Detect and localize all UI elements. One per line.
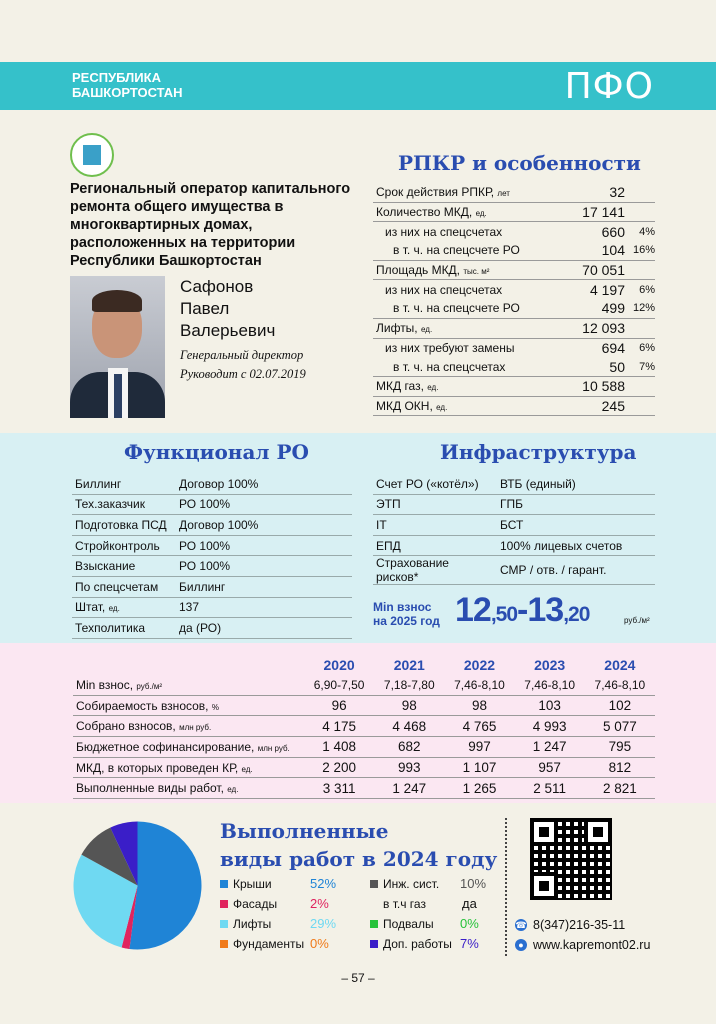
yearly-value: 3 311 <box>304 778 374 799</box>
functional-unit: ед. <box>108 604 120 614</box>
rpkr-label-cell <box>373 396 568 416</box>
legend-swatch <box>370 920 378 928</box>
functional-row <box>72 576 352 597</box>
min-b-dec: ,20 <box>563 603 590 626</box>
yearly-value: 1 247 <box>515 737 585 758</box>
rpkr-row <box>373 260 655 280</box>
rpkr-label-cell <box>373 183 568 202</box>
infra-row <box>373 556 655 585</box>
rpkr-row <box>373 357 655 376</box>
pie-slice-крыши <box>129 822 201 950</box>
rpkr-value: 4 197 <box>589 281 625 298</box>
rpkr-value: 499 <box>568 299 625 318</box>
functional-key-cell <box>72 515 176 536</box>
yearly-value: 7,18-7,80 <box>374 675 444 695</box>
yearly-label: Бюджетное софинансирование, <box>76 739 255 754</box>
legend-item <box>370 914 434 934</box>
yearly-unit: млн руб. <box>179 723 212 733</box>
functional-row <box>72 618 352 639</box>
rpkr-row <box>373 376 655 396</box>
yearly-value: 957 <box>515 757 585 778</box>
min-a: 12 <box>455 591 491 629</box>
legend-swatch <box>220 900 228 908</box>
yearly-value: 4 468 <box>374 716 444 737</box>
rpkr-label: МКД ОКН, <box>376 398 433 413</box>
works-title-line1: Выполненные <box>220 819 389 843</box>
rpkr-label-cell <box>373 338 568 357</box>
yearly-row <box>73 778 655 799</box>
yearly-label: Собираемость взносов, <box>76 698 209 713</box>
rpkr-row <box>373 202 655 222</box>
yearly-label: Выполненные виды работ, <box>76 781 224 796</box>
rpkr-value: 245 <box>568 396 625 416</box>
functional-value: Биллинг <box>176 576 352 597</box>
rpkr-value: 12 093 <box>568 318 625 338</box>
functional-key: Подготовка ПСД <box>75 517 167 532</box>
functional-key-cell <box>72 556 176 577</box>
rpkr-row <box>373 318 655 338</box>
legend-label: Фасады <box>233 897 278 911</box>
infra-key: Счет РО («котёл») <box>373 474 497 494</box>
yearly-value: 6,90-7,50 <box>304 675 374 695</box>
functional-key-cell <box>72 618 176 639</box>
functional-value: Договор 100% <box>176 474 352 494</box>
infra-title: Инфраструктура <box>440 440 637 464</box>
yearly-value: 98 <box>444 695 514 716</box>
rpkr-pct <box>625 318 655 338</box>
functional-row <box>72 535 352 556</box>
rpkr-pct <box>625 376 655 396</box>
min-contribution-unit: руб./м² <box>624 616 650 625</box>
rpkr-row <box>373 183 655 202</box>
functional-key: По спецсчетам <box>75 579 159 594</box>
rpkr-row <box>373 396 655 416</box>
yearly-label: Min взнос, <box>76 677 134 692</box>
rpkr-value: 50 <box>568 357 625 376</box>
legend-swatch <box>220 880 228 888</box>
org-name: Региональный оператор капитального ремонта общего имущества в многоквартирных домах, расположенных на территории Республики Башкортостан <box>70 181 351 269</box>
rpkr-row <box>373 338 655 357</box>
yearly-row <box>73 716 655 737</box>
legend-item <box>220 894 277 914</box>
functional-key: Взыскание <box>75 559 136 574</box>
rpkr-pct <box>625 396 655 416</box>
yearly-value: 4 993 <box>515 716 585 737</box>
yearly-value: 795 <box>585 737 655 758</box>
district-label: ПФО <box>564 66 654 107</box>
rpkr-label: в т. ч. на спецсчете РО <box>393 301 520 316</box>
yearly-table <box>73 655 655 799</box>
yearly-value: 4 175 <box>304 716 374 737</box>
rpkr-label: из них на спецсчетах <box>385 282 503 297</box>
rpkr-label: МКД газ, <box>376 379 424 394</box>
functional-value: Договор 100% <box>176 515 352 536</box>
functional-key-cell <box>72 474 176 494</box>
infra-key: Страхование рисков* <box>373 556 497 585</box>
legend-label: Крыши <box>233 877 272 891</box>
phone-icon: ☎ <box>515 920 527 930</box>
yearly-label-cell <box>73 675 304 695</box>
legend-item <box>370 934 452 954</box>
phone-text: 8(347)216-35-11 <box>533 918 626 932</box>
yearly-value: 2 511 <box>515 778 585 799</box>
works-title <box>220 817 497 873</box>
rpkr-pct: 4% <box>639 225 655 238</box>
phone-contact[interactable] <box>515 918 625 932</box>
yearly-value: 1 107 <box>444 757 514 778</box>
rpkr-row <box>373 222 655 241</box>
yearly-label-cell <box>73 757 304 778</box>
yearly-unit: ед. <box>227 785 239 795</box>
rpkr-label-cell <box>373 280 568 299</box>
infra-row <box>373 535 655 556</box>
page-number: – 57 – <box>341 971 375 985</box>
works-pie-chart <box>70 818 205 953</box>
yearly-value: 2 821 <box>585 778 655 799</box>
head-details <box>180 346 306 384</box>
rpkr-label-cell <box>373 202 568 222</box>
infra-row <box>373 494 655 515</box>
rpkr-label: Лифты, <box>376 321 418 336</box>
functional-key-cell <box>72 494 176 515</box>
years-corner <box>73 655 304 675</box>
yearly-value: 1 408 <box>304 737 374 758</box>
rpkr-value: 70 051 <box>568 260 625 280</box>
rpkr-unit: ед. <box>421 325 433 335</box>
rpkr-unit: ед. <box>436 402 448 412</box>
rpkr-value: 660 <box>601 223 625 240</box>
yearly-value: 103 <box>515 695 585 716</box>
functional-key: Техполитика <box>75 620 146 635</box>
yearly-row <box>73 675 655 695</box>
infra-row <box>373 474 655 494</box>
yearly-unit: % <box>211 702 219 712</box>
rpkr-pct: 6% <box>639 283 655 296</box>
rpkr-label-cell <box>373 376 568 396</box>
legend-pct: 0% <box>310 936 329 951</box>
infra-value: БСТ <box>497 515 655 536</box>
yearly-value: 98 <box>374 695 444 716</box>
functional-table <box>72 474 352 639</box>
rpkr-row <box>373 299 655 318</box>
year-header: 2022 <box>463 657 496 673</box>
functional-key-cell <box>72 597 176 618</box>
legend-pct: 0% <box>460 916 479 931</box>
rpkr-label-cell <box>373 222 568 241</box>
rpkr-value: 694 <box>601 339 625 356</box>
legend-item <box>220 914 271 934</box>
functional-key: Штат, <box>75 600 106 615</box>
rpkr-label: Количество МКД, <box>376 205 473 220</box>
functional-value: РО 100% <box>176 556 352 577</box>
functional-key: Биллинг <box>75 476 122 491</box>
legend-label: Подвалы <box>383 917 434 931</box>
website-contact[interactable] <box>515 938 650 952</box>
year-header: 2021 <box>393 657 425 673</box>
legend-item <box>220 874 272 894</box>
legend-pct: 29% <box>310 916 337 931</box>
legend-swatch <box>220 920 228 928</box>
functional-row <box>72 515 352 536</box>
rpkr-value: 32 <box>568 183 625 202</box>
rpkr-unit: ед. <box>427 383 439 393</box>
yearly-value: 1 247 <box>374 778 444 799</box>
infra-value: ГПБ <box>497 494 655 515</box>
yearly-label-cell <box>73 695 304 716</box>
yearly-unit: руб./м² <box>136 681 163 691</box>
rpkr-unit: тыс. м² <box>463 267 490 277</box>
functional-value: РО 100% <box>176 535 352 556</box>
functional-key: Тех.заказчик <box>75 497 145 512</box>
yearly-value: 993 <box>374 757 444 778</box>
legend-pct: 7% <box>460 936 479 951</box>
legend-swatch <box>370 880 378 888</box>
yearly-label-cell <box>73 778 304 799</box>
functional-row <box>72 474 352 494</box>
infra-value: СМР / отв. / гарант. <box>497 556 655 585</box>
yearly-label-cell <box>73 716 304 737</box>
rpkr-label: из них требуют замены <box>385 340 515 355</box>
rpkr-pct <box>625 260 655 280</box>
yearly-value: 1 265 <box>444 778 514 799</box>
yearly-value: 102 <box>585 695 655 716</box>
rpkr-label: из них на спецсчетах <box>385 224 503 239</box>
yearly-value: 7,46-8,10 <box>515 675 585 695</box>
year-header: 2024 <box>604 657 636 673</box>
min-b: 13 <box>527 591 564 629</box>
functional-title: Функционал РО <box>124 440 309 464</box>
rpkr-pct: 6% <box>639 341 655 354</box>
infra-key: ЭТП <box>373 494 497 515</box>
infra-row <box>373 515 655 536</box>
yearly-value: 2 200 <box>304 757 374 778</box>
rpkr-label-cell <box>373 241 568 260</box>
functional-row <box>72 597 352 618</box>
min-contribution-value <box>455 591 589 630</box>
rpkr-label: Площадь МКД, <box>376 263 461 278</box>
legend-swatch <box>370 940 378 948</box>
legend-pct: 10% <box>460 876 487 891</box>
rpkr-label-cell <box>373 357 568 376</box>
rpkr-value: 104 <box>568 241 625 260</box>
head-name <box>180 276 275 342</box>
divider <box>505 818 509 956</box>
infra-key: IT <box>373 515 497 536</box>
legend-swatch <box>220 940 228 948</box>
yearly-value: 997 <box>444 737 514 758</box>
yearly-row <box>73 757 655 778</box>
legend-label: Доп. работы <box>383 937 452 951</box>
min-a-dec: ,50 <box>490 603 518 626</box>
rpkr-label-cell <box>373 260 568 280</box>
min-dash: - <box>517 591 528 629</box>
min-label-line2: на 2025 год <box>373 614 440 628</box>
rpkr-pct <box>625 183 655 202</box>
functional-key-cell <box>72 576 176 597</box>
legend-sub-label: в т.ч газ <box>383 897 426 911</box>
emblem-icon <box>70 133 114 177</box>
head-photo <box>70 276 165 418</box>
website-text: www.kapremont02.ru <box>533 938 651 952</box>
yearly-label: МКД, в которых проведен КР, <box>76 760 239 775</box>
head-patronymic: Валерьевич <box>180 321 276 340</box>
infra-table <box>373 474 655 585</box>
functional-value: да (РО) <box>176 618 352 639</box>
infra-value: 100% лицевых счетов <box>497 535 655 556</box>
rpkr-label-cell <box>373 318 568 338</box>
head-position: Генеральный директор <box>180 348 304 362</box>
yearly-value: 682 <box>374 737 444 758</box>
min-contribution-label <box>373 600 440 628</box>
functional-value: 137 <box>176 597 352 618</box>
globe-icon: ● <box>515 939 527 951</box>
legend-pct: 52% <box>310 876 337 891</box>
yearly-label-cell <box>73 737 304 758</box>
year-header: 2023 <box>534 657 566 673</box>
yearly-value: 96 <box>304 695 374 716</box>
legend-sub <box>383 894 426 914</box>
yearly-value: 7,46-8,10 <box>585 675 655 695</box>
functional-row <box>72 494 352 515</box>
legend-sub-value: да <box>462 896 477 911</box>
year-header: 2020 <box>323 657 355 673</box>
min-label-line1: Min взнос <box>373 600 432 614</box>
rpkr-label: в т. ч. на спецсчетах <box>393 359 506 374</box>
rpkr-row <box>373 241 655 260</box>
rpkr-label: в т. ч. на спецсчете РО <box>393 243 520 258</box>
works-title-line2: виды работ в 2024 году <box>220 847 498 871</box>
legend-item <box>220 934 304 954</box>
yearly-value: 5 077 <box>585 716 655 737</box>
yearly-value: 4 765 <box>444 716 514 737</box>
rpkr-unit: лет <box>497 189 510 199</box>
rpkr-pct: 12% <box>625 299 655 318</box>
rpkr-label: Срок действия РПКР, <box>376 185 495 200</box>
yearly-row <box>73 737 655 758</box>
region-name: РЕСПУБЛИКА БАШКОРТОСТАН <box>72 70 183 100</box>
yearly-value: 812 <box>585 757 655 778</box>
legend-pct: 2% <box>310 896 329 911</box>
rpkr-unit: ед. <box>475 209 487 219</box>
head-surname: Сафонов <box>180 277 254 296</box>
functional-key-cell <box>72 535 176 556</box>
functional-row <box>72 556 352 577</box>
legend-item <box>370 874 439 894</box>
legend-label: Лифты <box>233 917 272 931</box>
qr-code-icon[interactable] <box>530 818 612 900</box>
yearly-unit: ед. <box>241 764 253 774</box>
rpkr-pct <box>625 202 655 222</box>
rpkr-pct: 16% <box>625 241 655 260</box>
head-first-name: Павел <box>180 299 230 318</box>
rpkr-pct: 7% <box>625 357 655 376</box>
functional-value: РО 100% <box>176 494 352 515</box>
rpkr-value: 10 588 <box>568 376 625 396</box>
rpkr-title: РПКР и особенности <box>398 151 641 175</box>
yearly-value: 7,46-8,10 <box>444 675 514 695</box>
yearly-unit: млн руб. <box>257 743 290 753</box>
rpkr-label-cell <box>373 299 568 318</box>
functional-key: Стройконтроль <box>75 538 160 553</box>
rpkr-table <box>373 183 655 416</box>
infra-key: ЕПД <box>373 535 497 556</box>
yearly-row <box>73 695 655 716</box>
head-since: Руководит с 02.07.2019 <box>180 367 306 381</box>
infra-value: ВТБ (единый) <box>497 474 655 494</box>
legend-label: Фундаменты <box>233 937 305 951</box>
yearly-label: Собрано взносов, <box>76 719 176 734</box>
legend-label: Инж. сист. <box>383 877 440 891</box>
rpkr-value: 17 141 <box>568 202 625 222</box>
rpkr-row <box>373 280 655 299</box>
